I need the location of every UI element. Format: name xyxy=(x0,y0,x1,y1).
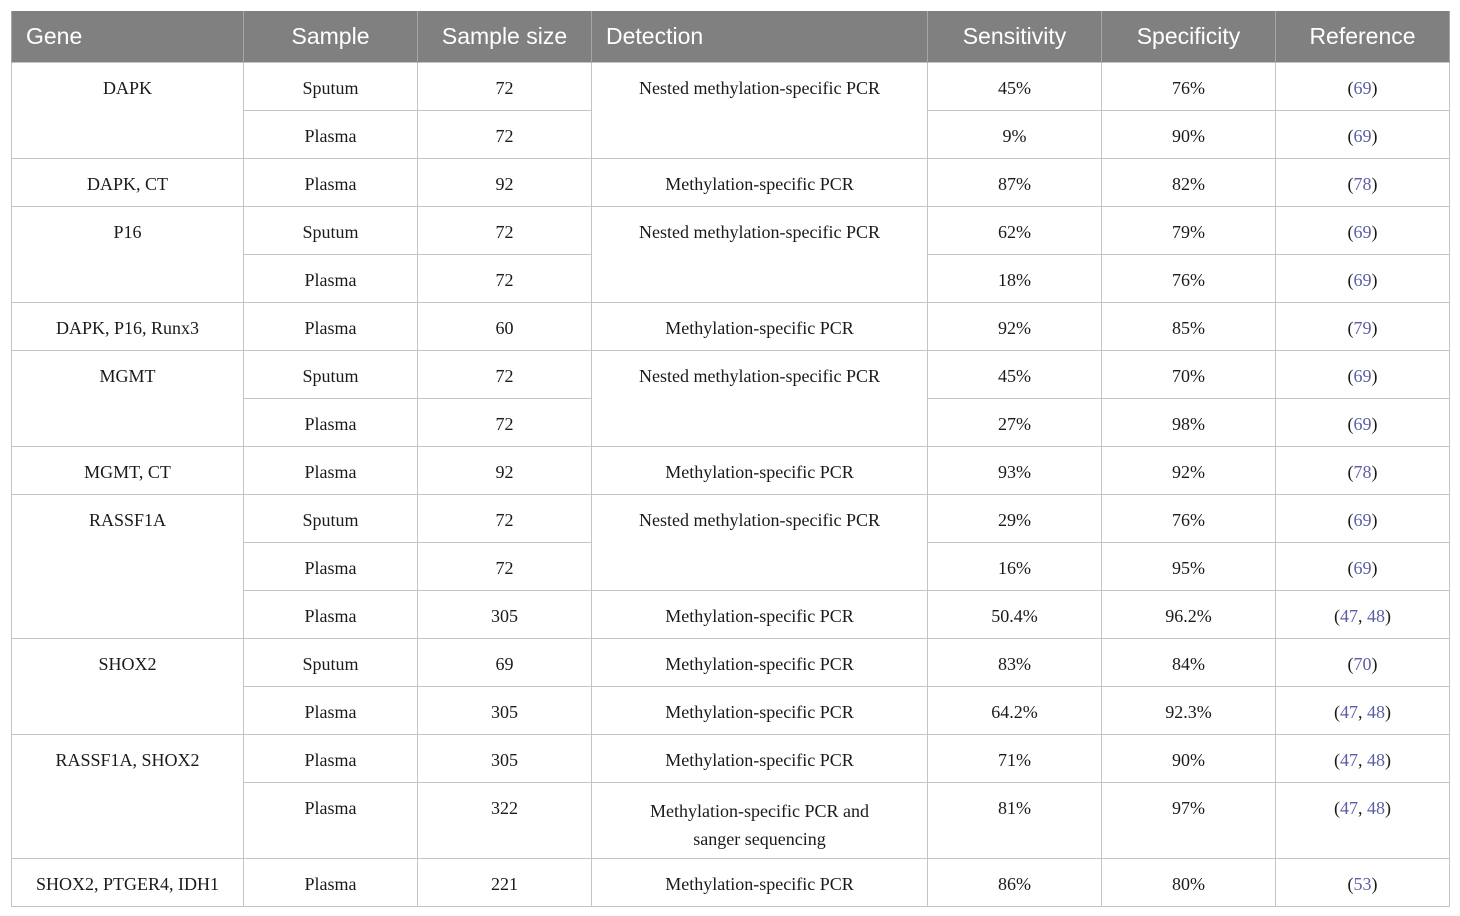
reference-cell: (69) xyxy=(1276,206,1450,254)
reference-cell: (47, 48) xyxy=(1276,590,1450,638)
reference-link[interactable]: 79 xyxy=(1353,317,1372,338)
reference-cell: (69) xyxy=(1276,398,1450,446)
reference-cell: (47, 48) xyxy=(1276,782,1450,858)
sample-size-cell: 72 xyxy=(418,494,592,542)
detection-cell: Methylation-specific PCR xyxy=(592,590,928,638)
detection-cell: Methylation-specific PCR xyxy=(592,638,928,686)
table-row xyxy=(12,350,1450,398)
sample-size-cell: 305 xyxy=(418,734,592,782)
detection-line-1: Methylation-specific PCR and xyxy=(650,800,869,821)
gene-cell: SHOX2, PTGER4, IDH1 xyxy=(12,858,244,906)
specificity-cell: 82% xyxy=(1102,158,1276,206)
reference-cell: (69) xyxy=(1276,542,1450,590)
reference-link[interactable]: 48 xyxy=(1367,605,1385,626)
detection-cell: Methylation-specific PCR xyxy=(592,446,928,494)
sensitivity-cell: 29% xyxy=(928,494,1102,542)
sample-size-cell: 72 xyxy=(418,398,592,446)
specificity-cell: 90% xyxy=(1102,734,1276,782)
sample-cell: Plasma xyxy=(244,782,418,858)
sample-cell: Sputum xyxy=(244,62,418,110)
sensitivity-cell: 9% xyxy=(928,110,1102,158)
table-row xyxy=(12,858,1450,906)
reference-cell: (79) xyxy=(1276,302,1450,350)
specificity-cell: 80% xyxy=(1102,858,1276,906)
table-row xyxy=(12,494,1450,542)
reference-link[interactable]: 69 xyxy=(1353,269,1372,290)
specificity-cell: 76% xyxy=(1102,62,1276,110)
reference-link[interactable]: 47 xyxy=(1340,749,1358,770)
reference-link[interactable]: 53 xyxy=(1353,873,1372,894)
reference-link[interactable]: 69 xyxy=(1353,125,1372,146)
gene-cell: DAPK, P16, Runx3 xyxy=(12,302,244,350)
detection-cell: Methylation-specific PCR xyxy=(592,734,928,782)
header-reference: Reference xyxy=(1276,11,1450,62)
sensitivity-cell: 83% xyxy=(928,638,1102,686)
sample-cell: Sputum xyxy=(244,206,418,254)
sample-size-cell: 72 xyxy=(418,206,592,254)
reference-link[interactable]: 48 xyxy=(1367,797,1385,818)
gene-cell: P16 xyxy=(12,206,244,302)
table-row xyxy=(12,62,1450,110)
sample-size-cell: 72 xyxy=(418,254,592,302)
specificity-cell: 85% xyxy=(1102,302,1276,350)
reference-link[interactable]: 69 xyxy=(1353,509,1372,530)
reference-link[interactable]: 69 xyxy=(1353,77,1372,98)
reference-cell: (70) xyxy=(1276,638,1450,686)
reference-cell: (69) xyxy=(1276,110,1450,158)
gene-cell: SHOX2 xyxy=(12,638,244,734)
detection-cell: Methylation-specific PCR xyxy=(592,686,928,734)
detection-line-2: sanger sequencing xyxy=(693,828,826,849)
sample-cell: Plasma xyxy=(244,302,418,350)
sensitivity-cell: 81% xyxy=(928,782,1102,858)
gene-cell: RASSF1A, SHOX2 xyxy=(12,734,244,858)
reference-cell: (78) xyxy=(1276,158,1450,206)
detection-cell: Nested methylation-specific PCR xyxy=(592,350,928,446)
sensitivity-cell: 27% xyxy=(928,398,1102,446)
sensitivity-cell: 18% xyxy=(928,254,1102,302)
reference-link[interactable]: 69 xyxy=(1353,365,1372,386)
reference-link[interactable]: 69 xyxy=(1353,557,1372,578)
sample-size-cell: 92 xyxy=(418,158,592,206)
gene-cell: RASSF1A xyxy=(12,494,244,638)
sample-cell: Plasma xyxy=(244,542,418,590)
sensitivity-cell: 86% xyxy=(928,858,1102,906)
gene-cell: DAPK, CT xyxy=(12,158,244,206)
sample-cell: Plasma xyxy=(244,858,418,906)
header-specificity: Specificity xyxy=(1102,11,1276,62)
header-gene: Gene xyxy=(12,11,244,62)
specificity-cell: 84% xyxy=(1102,638,1276,686)
gene-cell: MGMT xyxy=(12,350,244,446)
sensitivity-cell: 71% xyxy=(928,734,1102,782)
specificity-cell: 98% xyxy=(1102,398,1276,446)
sample-cell: Sputum xyxy=(244,638,418,686)
sensitivity-cell: 62% xyxy=(928,206,1102,254)
header-sample-size: Sample size xyxy=(418,11,592,62)
reference-link[interactable]: 69 xyxy=(1353,221,1372,242)
reference-cell: (69) xyxy=(1276,254,1450,302)
specificity-cell: 90% xyxy=(1102,110,1276,158)
sample-size-cell: 305 xyxy=(418,590,592,638)
specificity-cell: 92.3% xyxy=(1102,686,1276,734)
sample-size-cell: 72 xyxy=(418,350,592,398)
sample-size-cell: 92 xyxy=(418,446,592,494)
sample-cell: Plasma xyxy=(244,254,418,302)
specificity-cell: 96.2% xyxy=(1102,590,1276,638)
detection-cell: Methylation-specific PCR xyxy=(592,858,928,906)
reference-link[interactable]: 47 xyxy=(1340,605,1358,626)
sample-size-cell: 60 xyxy=(418,302,592,350)
specificity-cell: 70% xyxy=(1102,350,1276,398)
reference-cell: (69) xyxy=(1276,494,1450,542)
sample-size-cell: 72 xyxy=(418,110,592,158)
sample-cell: Plasma xyxy=(244,110,418,158)
reference-link[interactable]: 47 xyxy=(1340,797,1358,818)
specificity-cell: 76% xyxy=(1102,494,1276,542)
header-sample: Sample xyxy=(244,11,418,62)
detection-cell: Nested methylation-specific PCR xyxy=(592,494,928,590)
methylation-markers-table xyxy=(11,11,1450,907)
reference-link[interactable]: 69 xyxy=(1353,413,1372,434)
reference-cell: (69) xyxy=(1276,62,1450,110)
sample-size-cell: 69 xyxy=(418,638,592,686)
reference-cell: (53) xyxy=(1276,858,1450,906)
detection-cell xyxy=(592,782,928,858)
sample-cell: Plasma xyxy=(244,734,418,782)
reference-link[interactable]: 78 xyxy=(1353,173,1372,194)
header-row xyxy=(12,11,1450,62)
reference-cell: (47, 48) xyxy=(1276,686,1450,734)
sample-size-cell: 72 xyxy=(418,542,592,590)
sample-size-cell: 221 xyxy=(418,858,592,906)
table-row xyxy=(12,302,1450,350)
sample-size-cell: 322 xyxy=(418,782,592,858)
table-row xyxy=(12,206,1450,254)
sample-cell: Plasma xyxy=(244,446,418,494)
table-row xyxy=(12,158,1450,206)
sensitivity-cell: 45% xyxy=(928,62,1102,110)
reference-link[interactable]: 78 xyxy=(1353,461,1372,482)
sample-size-cell: 72 xyxy=(418,62,592,110)
sample-cell: Plasma xyxy=(244,590,418,638)
sensitivity-cell: 92% xyxy=(928,302,1102,350)
reference-cell: (78) xyxy=(1276,446,1450,494)
sample-cell: Sputum xyxy=(244,494,418,542)
sensitivity-cell: 93% xyxy=(928,446,1102,494)
specificity-cell: 92% xyxy=(1102,446,1276,494)
sample-size-cell: 305 xyxy=(418,686,592,734)
sensitivity-cell: 50.4% xyxy=(928,590,1102,638)
sample-cell: Plasma xyxy=(244,686,418,734)
table-row xyxy=(12,638,1450,686)
sensitivity-cell: 64.2% xyxy=(928,686,1102,734)
header-sensitivity: Sensitivity xyxy=(928,11,1102,62)
reference-link[interactable]: 48 xyxy=(1367,749,1385,770)
table-row xyxy=(12,446,1450,494)
sample-cell: Plasma xyxy=(244,398,418,446)
sample-cell: Plasma xyxy=(244,158,418,206)
reference-link[interactable]: 48 xyxy=(1367,701,1385,722)
specificity-cell: 79% xyxy=(1102,206,1276,254)
reference-link[interactable]: 47 xyxy=(1340,701,1358,722)
specificity-cell: 97% xyxy=(1102,782,1276,858)
sensitivity-cell: 16% xyxy=(928,542,1102,590)
detection-cell: Nested methylation-specific PCR xyxy=(592,62,928,158)
detection-cell: Methylation-specific PCR xyxy=(592,302,928,350)
reference-link[interactable]: 70 xyxy=(1353,653,1372,674)
detection-cell: Nested methylation-specific PCR xyxy=(592,206,928,302)
gene-cell: DAPK xyxy=(12,62,244,158)
header-detection: Detection xyxy=(592,11,928,62)
sample-cell: Sputum xyxy=(244,350,418,398)
reference-cell: (47, 48) xyxy=(1276,734,1450,782)
specificity-cell: 95% xyxy=(1102,542,1276,590)
table-row xyxy=(12,734,1450,782)
reference-cell: (69) xyxy=(1276,350,1450,398)
gene-cell: MGMT, CT xyxy=(12,446,244,494)
sensitivity-cell: 45% xyxy=(928,350,1102,398)
detection-cell: Methylation-specific PCR xyxy=(592,158,928,206)
specificity-cell: 76% xyxy=(1102,254,1276,302)
sensitivity-cell: 87% xyxy=(928,158,1102,206)
